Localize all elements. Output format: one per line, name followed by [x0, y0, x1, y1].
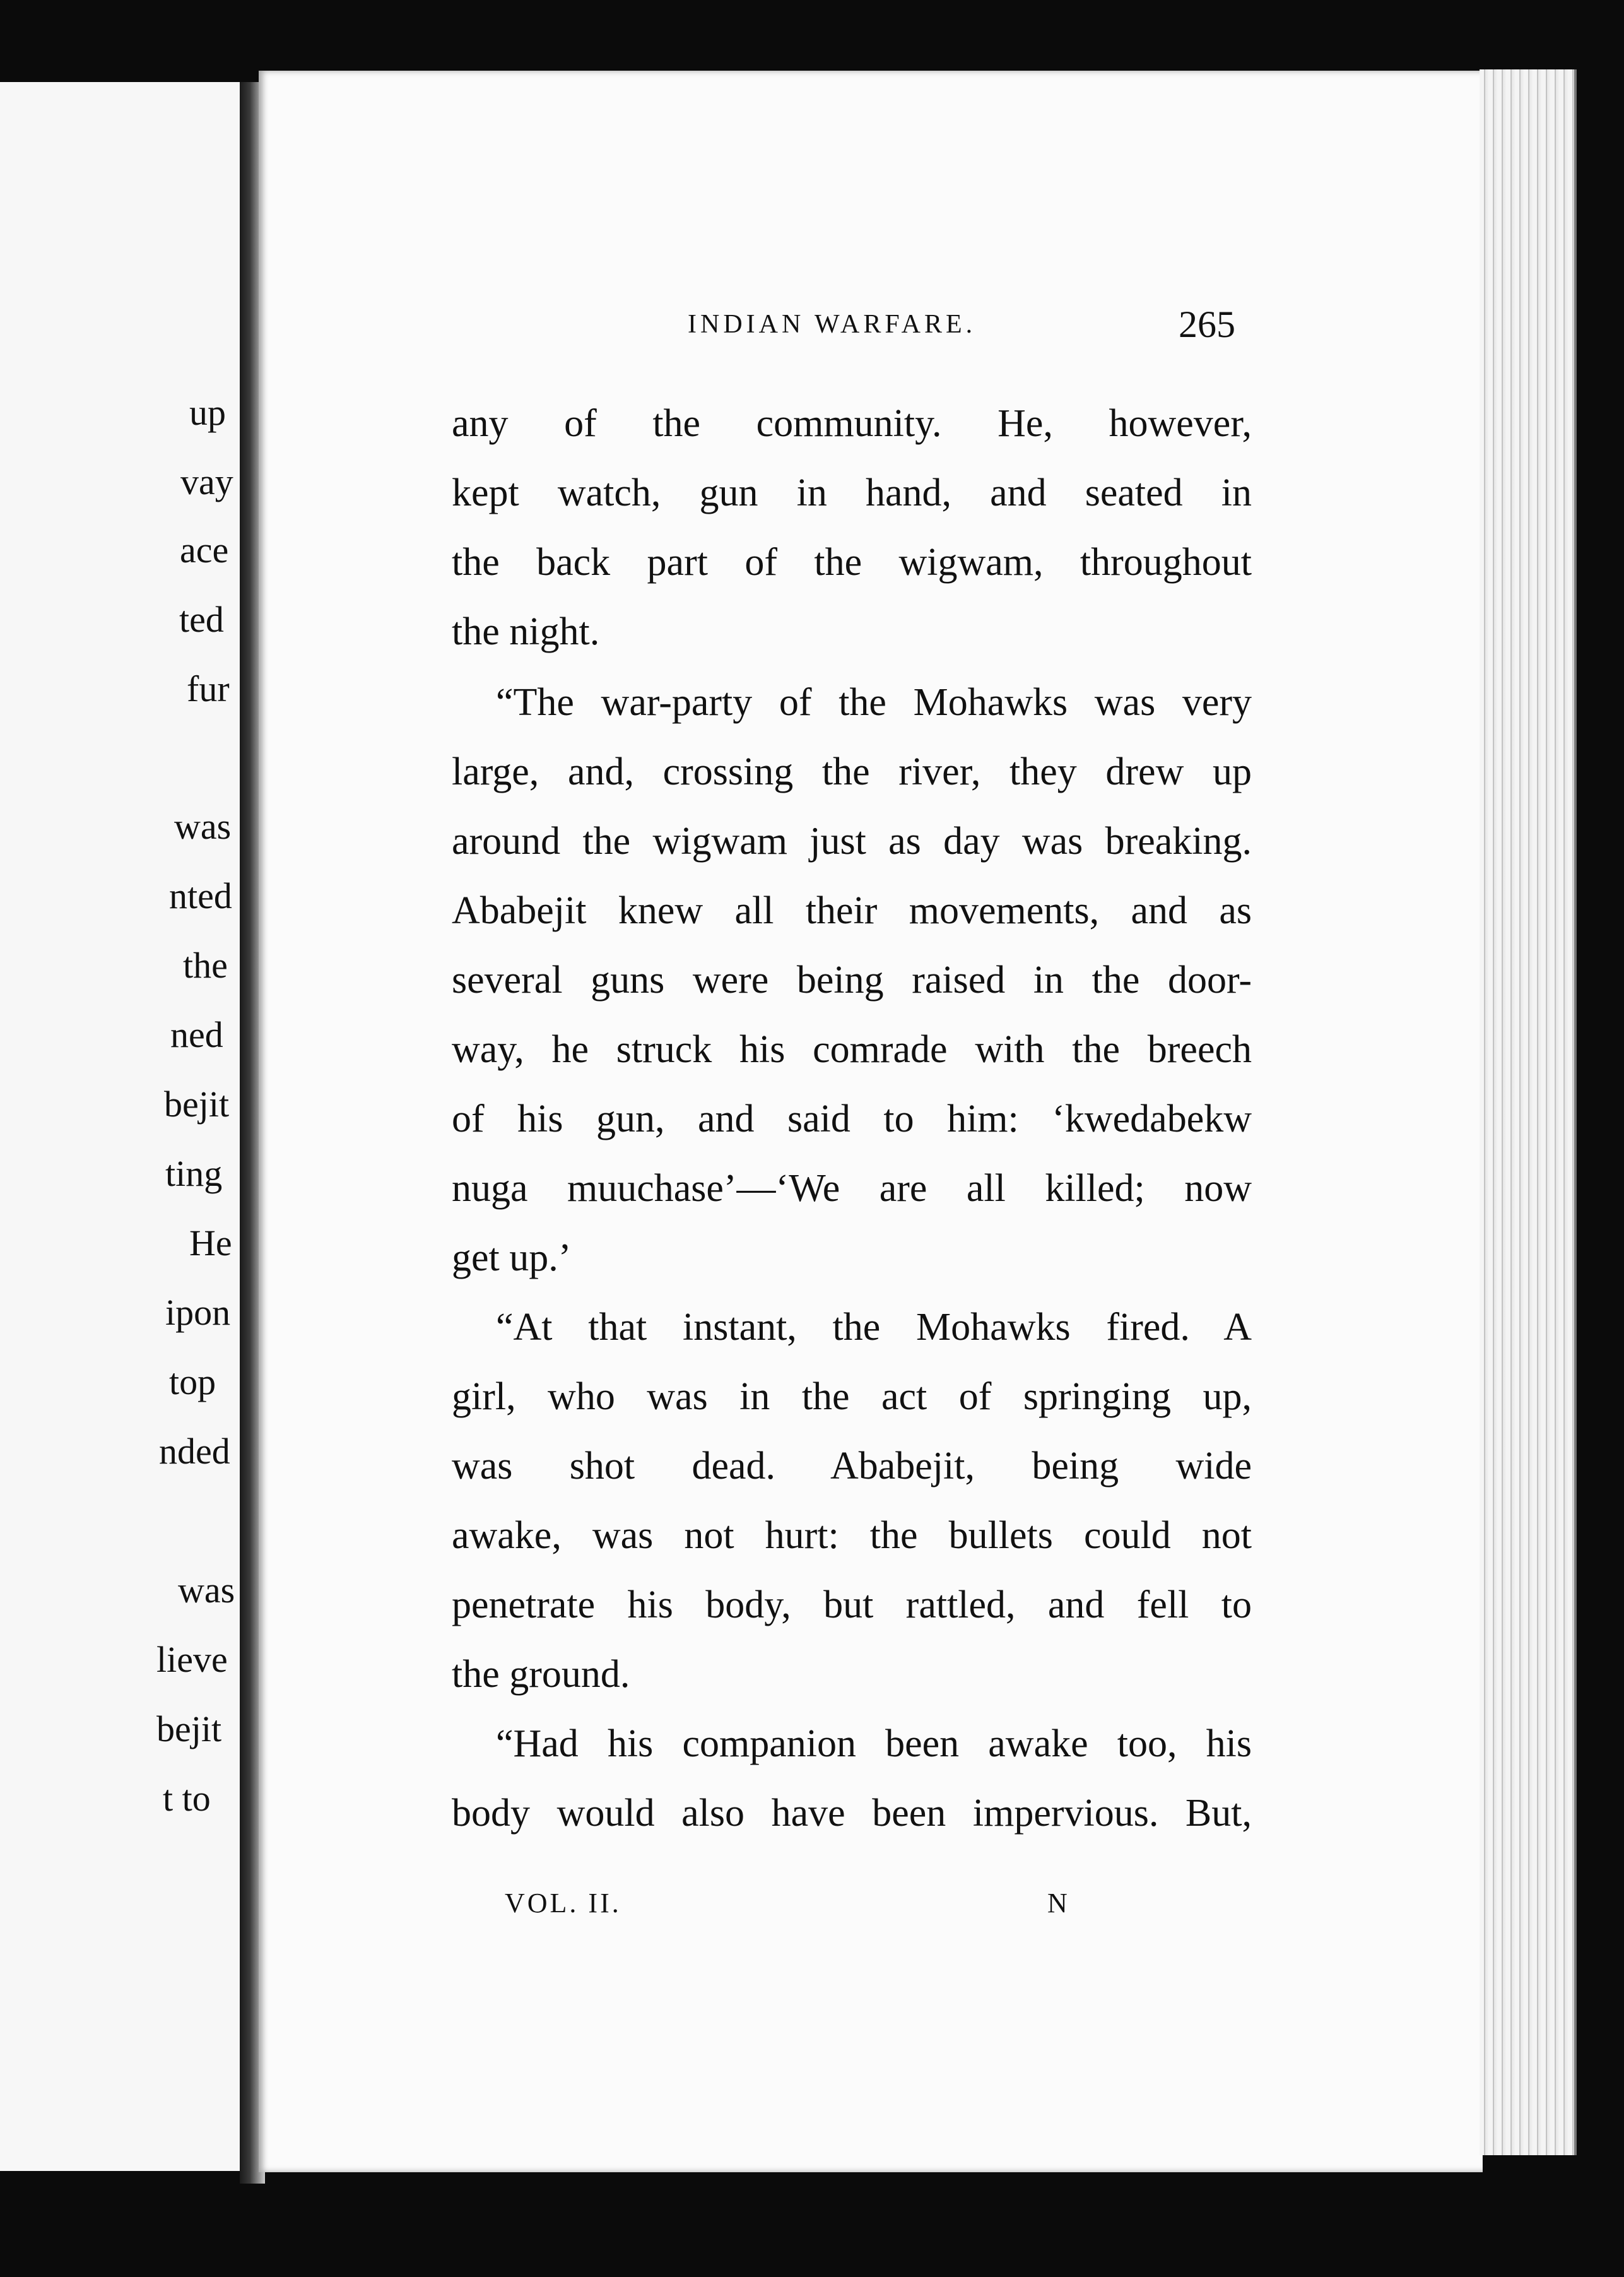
- text-line: the back part of the wigwam, throughout: [452, 541, 1252, 584]
- text-line: the ground.: [452, 1653, 630, 1696]
- text-line: the night.: [452, 610, 600, 653]
- left-page-fragment: ace: [180, 529, 229, 571]
- text-line: awake, was not hurt: the bullets could not: [452, 1514, 1252, 1557]
- text-line: girl, who was in the act of springing up,: [452, 1375, 1252, 1418]
- left-facing-page: [0, 82, 244, 2171]
- left-page-fragment: nded: [159, 1431, 230, 1472]
- text-line: Ababejit knew all their movements, and as: [452, 889, 1252, 932]
- text-line: penetrate his body, but rattled, and fell to: [452, 1583, 1252, 1626]
- left-page-fragment: was: [178, 1570, 235, 1611]
- text-line: way, he struck his comrade with the breech: [452, 1028, 1252, 1071]
- left-page-fragment: bejit: [164, 1084, 230, 1125]
- left-page-fragment: t to: [163, 1778, 211, 1819]
- left-page-fragment: nted: [169, 875, 232, 916]
- page-edges: [1480, 69, 1577, 2155]
- text-line: any of the community. He, however,: [452, 402, 1252, 445]
- left-page-fragment: ipon: [165, 1292, 231, 1333]
- text-line-paragraph-start: “At that instant, the Mohawks fired. A: [496, 1306, 1252, 1349]
- text-line: nuga muuchase’—‘We are all killed; now: [452, 1167, 1252, 1210]
- text-line: was shot dead. Ababejit, being wide: [452, 1445, 1252, 1487]
- left-page-fragment: ned: [170, 1014, 223, 1055]
- text-line: body would also have been impervious. But,: [452, 1792, 1252, 1835]
- left-page-fragment: up: [189, 392, 226, 433]
- left-page-fragment: bejit: [156, 1708, 222, 1749]
- text-line: of his gun, and said to him: ‘kwedabekw: [452, 1097, 1252, 1140]
- left-page-fragment: ting: [165, 1153, 223, 1194]
- left-page-fragment: vay: [180, 461, 233, 502]
- text-line-paragraph-start: “Had his companion been awake too, his: [496, 1722, 1252, 1765]
- left-page-fragment: the: [183, 945, 228, 986]
- text-line: get up.’: [452, 1236, 572, 1279]
- left-page-fragment: top: [169, 1361, 216, 1402]
- text-line: large, and, crossing the river, they drew up: [452, 750, 1252, 793]
- text-line: kept watch, gun in hand, and seated in: [452, 471, 1252, 514]
- signature-mark: N: [1047, 1888, 1068, 1919]
- left-page-fragment: was: [174, 806, 232, 847]
- text-line: several guns were being raised in the door-: [452, 959, 1252, 1002]
- left-page-fragment: lieve: [156, 1639, 228, 1680]
- left-page-fragment: ted: [179, 599, 224, 640]
- left-page-fragment: fur: [187, 668, 230, 709]
- page-number: 265: [1179, 304, 1235, 345]
- text-line: around the wigwam just as day was breaking.: [452, 820, 1252, 863]
- left-page-fragment: He: [189, 1222, 232, 1263]
- text-line-paragraph-start: “The war-party of the Mohawks was very: [496, 681, 1252, 724]
- running-head: INDIAN WARFARE.: [688, 310, 977, 339]
- volume-footer: VOL. II.: [505, 1888, 621, 1919]
